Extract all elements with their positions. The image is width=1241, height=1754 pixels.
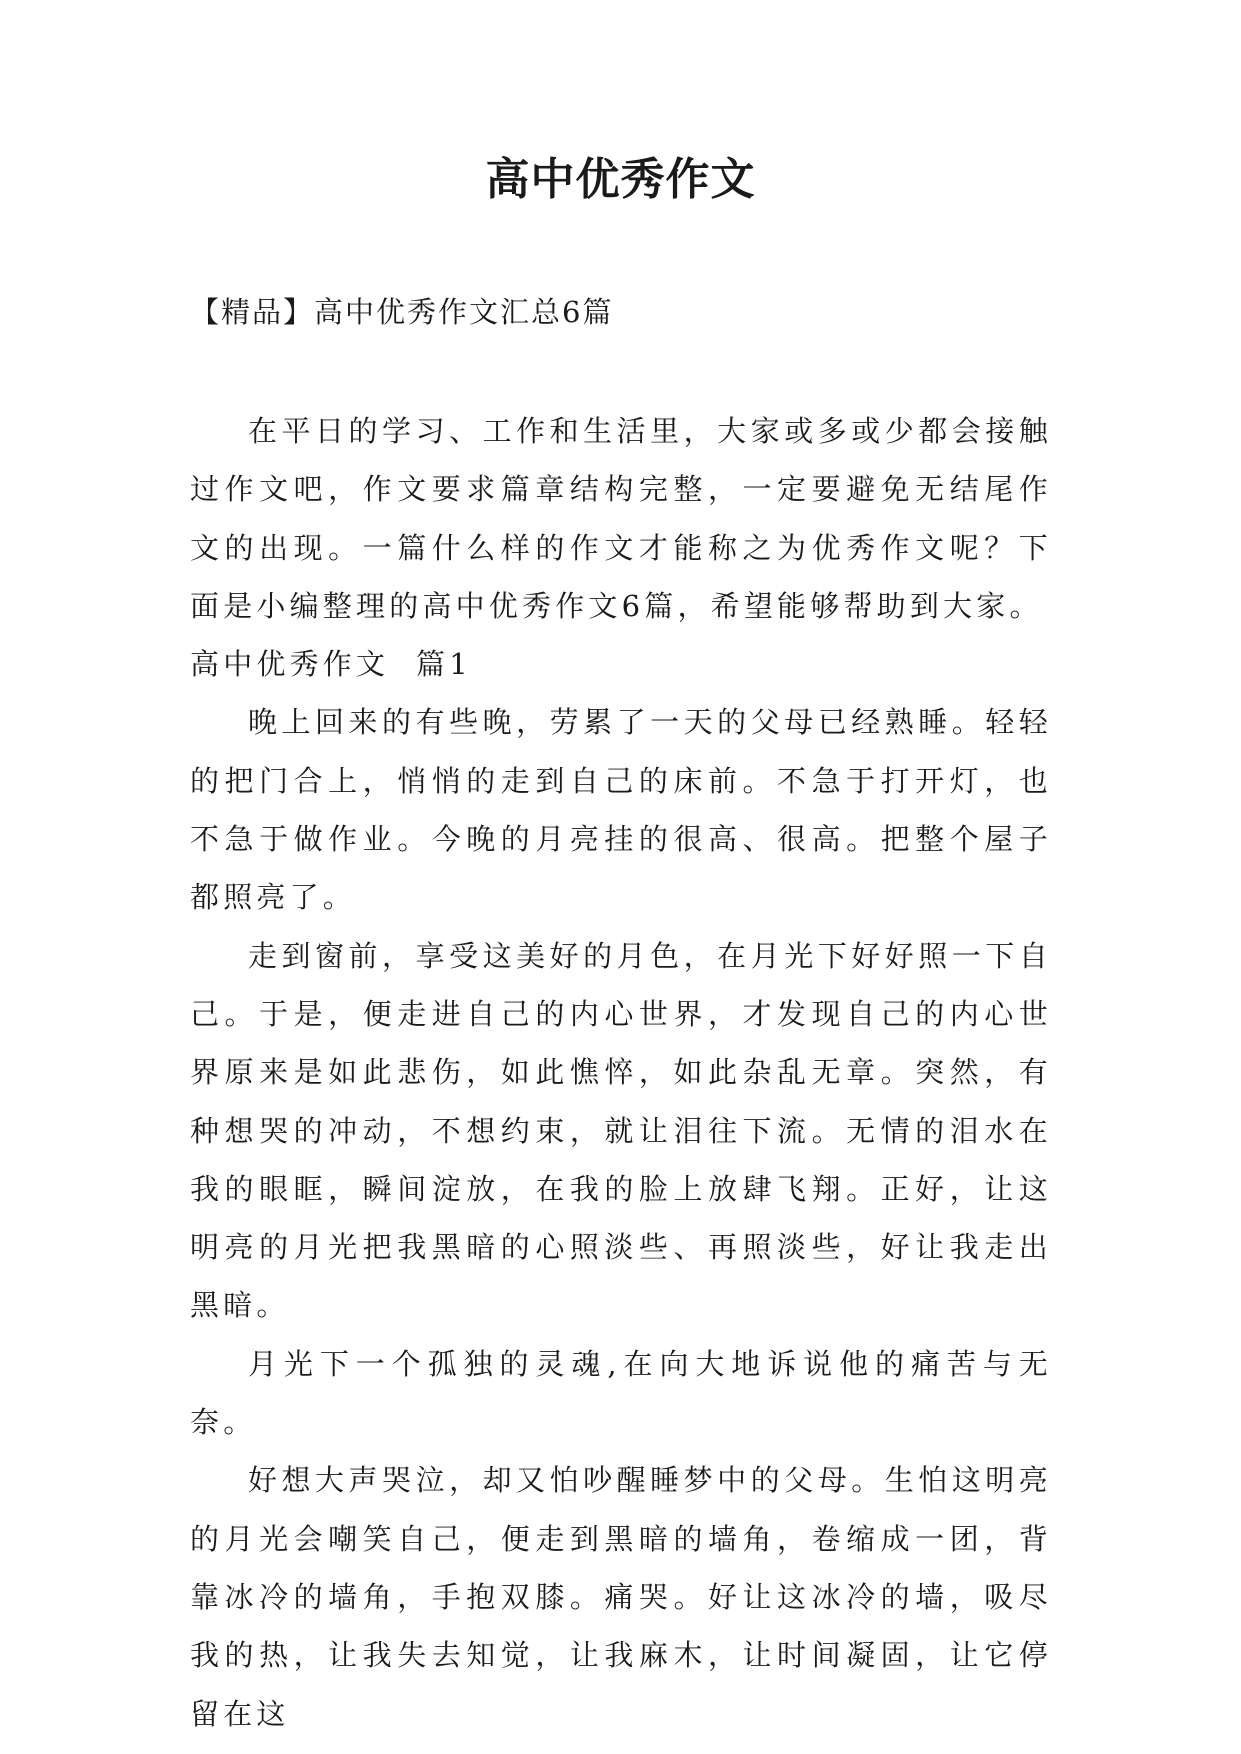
body-paragraph: 好想大声哭泣，却又怕吵醒睡梦中的父母。生怕这明亮的月光会嘲笑自己，便走到黑暗的墙角，卷缩成一团，背靠冰冷的墙角，手抱双膝。痛哭。好让这冰冷的墙，吸尽我的热，让我失去知觉，让我麻木，让时间凝固，让它停留在这	[190, 1463, 1052, 1731]
body-paragraph: 月光下一个孤独的灵魂,在向大地诉说他的痛苦与无奈。	[190, 1346, 1052, 1440]
intro-paragraph: 在平日的学习、工作和生活里，大家或多或少都会接触过作文吧，作文要求篇章结构完整，一定要避免无结尾作文的出现。一篇什么样的作文才能称之为优秀作文呢？下面是小编整理的高中优秀作文6篇，希望能够帮助到大家。	[190, 414, 1052, 623]
document-title: 高中优秀作文	[485, 154, 756, 205]
section-heading: 高中优秀作文 篇1	[190, 647, 472, 682]
body-paragraph: 晚上回来的有些晚，劳累了一天的父母已经熟睡。轻轻的把门合上，悄悄的走到自己的床前。不急于打开灯，也不急于做作业。今晚的月亮挂的很高、很高。把整个屋子都照亮了。	[190, 705, 1052, 915]
body-paragraph: 走到窗前，享受这美好的月色，在月光下好好照一下自己。于是，便走进自己的内心世界，才发现自己的内心世界原来是如此悲伤，如此憔悴，如此杂乱无章。突然，有种想哭的冲动，不想约束，就让泪往下流。无情的泪水在我的眼眶，瞬间淀放，在我的脸上放肆飞翔。正好，让这明亮的月光把我黑暗的心照淡些、再照淡些，好让我走出黑暗。	[190, 938, 1052, 1323]
document-subtitle: 【精品】高中优秀作文汇总6篇	[190, 295, 614, 329]
document-body	[190, 402, 1052, 1743]
